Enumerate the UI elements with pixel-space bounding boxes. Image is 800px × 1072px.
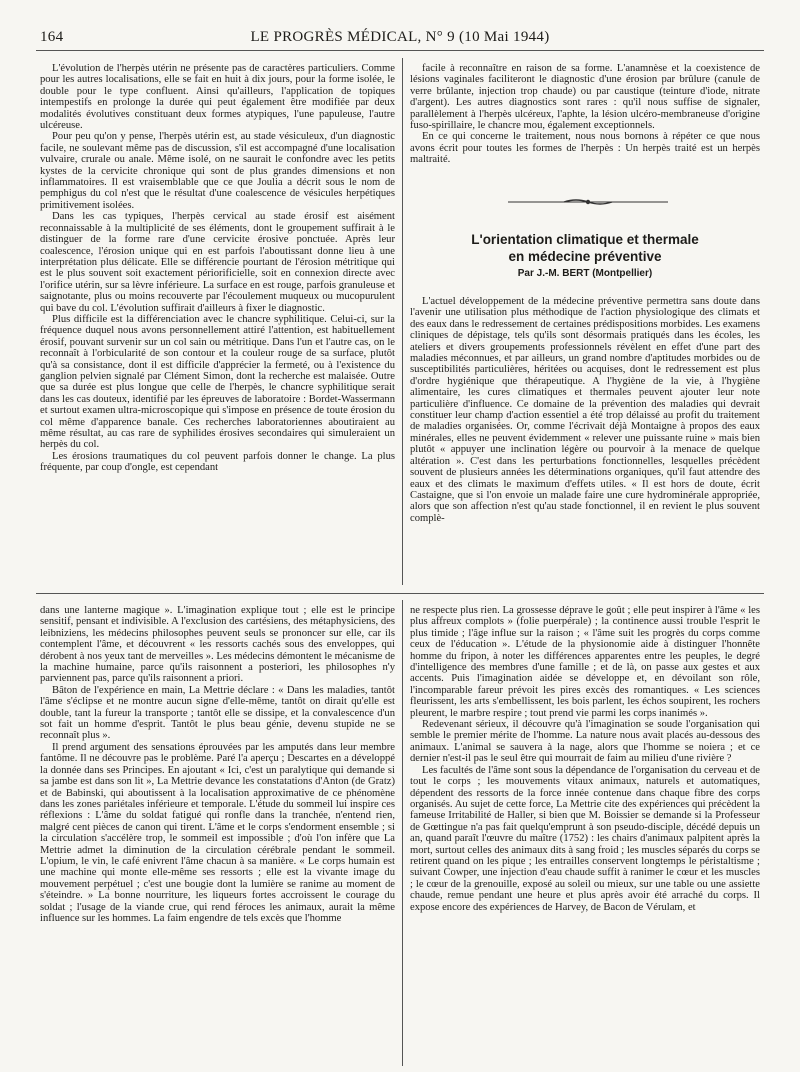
- page-number: 164: [40, 29, 64, 45]
- lower-right-column: [410, 605, 760, 1065]
- paragraph: facile à reconnaître en raison de sa forme. L'anamnèse et la coexistence de lésions vaginales faciliteront le diagnostic d'une érosion par brûlure (canule de verre brûlante, injection trop chaude) ou par caustique (teinture d'iode, nitrate d'argent). Les autres diagnostics sont rares : qu'il nous suffise de signaler, parallèlement à l'herpès ulcéreux, l'aphte, la lésion ulcéro-membraneuse d'origine fuso-spirillaire, le chancre mou, également exceptionnels.: [410, 63, 760, 132]
- paragraph: Pour peu qu'on y pense, l'herpès utérin est, au stade vésiculeux, d'un diagnostic facile, ne soulevant même pas de discussion, s'il est accompagné d'une localisation vulvaire, crurale ou anale. Même isolé, on ne saurait le confondre avec les petits kystes de la cervicite chronique qui sont de plus grandes dimensions et non inflammatoires. Il est vraisemblable que ce que Joulia a décrit sous le nom de pemphigus du col n'est que le résultat d'une coalescence de vésicules herpétiques primitivement isolées.: [40, 131, 395, 211]
- paragraph: Redevenant sérieux, il découvre qu'à l'imagination se soude l'organisation qui semble le premier mérite de l'homme. La nature nous avait placés au-dessous des animaux. L'animal se sauvera à la nage, alors que l'homme se noiera ; et ce dernier n'est-il pas le seul être qui mourrait de faim au milieu d'une rivière ?: [410, 719, 760, 765]
- section-ornament: [508, 197, 668, 207]
- column-divider: [402, 58, 403, 585]
- paragraph: L'évolution de l'herpès utérin ne présente pas de caractères particuliers. Comme pour les autres localisations, elle se fait en huit à dix jours, pour la forme isolée, le double pour le type confluent. Ainsi qu'ailleurs, l'application de topiques intempestifs en prolonge la durée qui peut également être modifiée par deux modalités évolutives constituant deux formes atypiques, l'une papuleuse, l'autre ulcéreuse.: [40, 63, 395, 132]
- column-divider: [402, 600, 403, 1066]
- paragraph: L'actuel développement de la médecine préventive permettra sans doute dans l'avenir une utilisation plus méthodique de l'action physiologique des climats et des eaux dans le redressement de certaines prédispositions morbides. Les examens cliniques de dépistage, tels qu'ils sont désormais pratiqués dans les écoles, les ateliers et divers groupements professionnels révèlent en effet d'une part des maladies méconnues, et par ailleurs, un grand nombre d'aptitudes morbides ou de susceptibilités particulières, héritées ou acquises, dont le redressement est plus d'ordre hygiénique que thérapeutique. A l'hygiène de la vie, à l'hygiène alimentaire, les cures climatiques et thermales peuvent ajouter leur note particulière d'influence. Ce domaine de la prévention des maladies qui devrait constituer leur champ d'action essentiel a été trop délaissé au profit du traitement de maladies organisées. Or, comme l'écrivait déjà Montaigne à propos des eaux minérales, elles ne peuvent évidemment « relever une puissante ruine » mais bien plutôt « appuyer une inclination légère ou pourvoir à la menace de quelque altération ». C'est dans les perturbations fonctionnelles, lesquelles précèdent souvent de plusieurs années les déterminations organiques, qu'il faut attendre des eaux et des climats le maximum d'effets utiles. « Il est hors de doute, écrit Castaigne, que si l'on envoie un malade faire une cure hydrominérale appropriée, alors que son affection n'est qu'au stade fonctionnel, il en revient le plus souvent complè-: [410, 296, 760, 524]
- lower-left-column: [40, 605, 395, 1065]
- running-title: LE PROGRÈS MÉDICAL, N° 9 (10 Mai 1944): [250, 29, 550, 45]
- paragraph: dans une lanterne magique ». L'imagination explique tout ; elle est le principe sensitif, pensant et indivisible. A l'exclusion des cartésiens, des métaphysiciens, des leibniziens, les médecins philosophes peuvent seuls se prononcer sur elle, car ils contemplent l'âme, et découvrent « les ressorts cachés sous des enveloppes, qui dérobent à nos yeux tant de merveilles ». Les médecins démontent le mécanisme de la machine humaine, parce qu'ils raisonnent a posteriori, les philosophes n'y parviennent pas, parce qu'ils raisonnent a priori.: [40, 605, 395, 685]
- paragraph: Dans les cas typiques, l'herpès cervical au stade érosif est aisément reconnaissable à la multiplicité de ses éléments, dont le groupement suffirait à le distinguer de la forme rare d'une cervicite érosive ponctuée. Après leur coalescence, l'érosion unique qui en est parfois l'aboutissant donne lieu à une interprétation plus délicate. Elle se différencie pourtant de l'érosion métritique qui est le plus souvent soit exactement périorificielle, soit en connexion directe avec l'orifice utérin, sur sa lèvre inférieure. La surface en est rouge, parfois granuleuse et saignotante, plus ou moins recouverte par l'écoulement muqueux ou mucopurulent qui bave du col. L'évolution suffirait d'ailleurs à fixer le diagnostic.: [40, 211, 395, 314]
- paragraph: Plus difficile est la différenciation avec le chancre syphilitique. Celui-ci, sur la fréquence duquel nous avons personnellement attiré l'attention, est habituellement érosif, pouvant survenir sur un col sain ou métritique. Dans l'un et l'autre cas, on le reconnaît à l'orbicularité de son contour et la couleur rouge de sa surface, plutôt qu'à sa consistance, dont il est difficile d'apprécier la fermeté, ou à l'existence du ganglion pelvien signalé par Clément Simon, dont la recherche est malaisée. Outre que sa durée est plus longue que celle de l'herpès, le chancre syphilitique serait dans les cas douteux, identifié par les épreuves de laboratoire : Bordet-Wassermann et surtout examen ultra-microscopique qui s'impose en présence de toute érosion du col même d'apparence banale. Ces recherches laboratoriennes aboutiraient au même résultat, au cas rare de syphilides érosives secondaires qui simuleraient un herpès du col.: [40, 313, 395, 451]
- paragraph: Les érosions traumatiques du col peuvent parfois donner le change. La plus fréquente, par coup d'ongle, est cependant: [40, 450, 395, 474]
- upper-left-column: [40, 63, 395, 586]
- article-title-line: L'orientation climatique et thermale: [471, 232, 699, 247]
- paragraph: Il prend argument des sensations éprouvées par les amputés dans leur membre fantôme. Il ne découvre pas le problème. Paré l'a aperçu ; Descartes en a développé la donnée dans ses Principes. En ajoutant « Ici, c'est un paralytique qui demande si sa jambe est dans son lit », La Mettrie devance les constatations d'Anton (de Gratz) et de Babinski, qui aboutissent à la localisation approximative de ce phénomène dans les zones pariétales inférieure et temporale. L'étude du sommeil lui inspire ces réflexions : L'âme du soldat fatigué qui ronfle dans la tranchée, n'entend rien, malgré cent pièces de canon qui tirent. L'âme et le corps s'endorment ensemble ; si la circulation s'accélère trop, le sommeil est impossible ; d'où l'on infère que La Mettrie admet la diminution de la circulation cérébrale pendant le sommeil. L'opium, le vin, le café enivrent l'âme chacun à sa manière. « Le corps humain est une machine qui monte elle-même ses ressorts ; elle est la vivante image du mouvement perpétuel ; c'est une bougie dont la lumière se ranime au moment de s'éteindre. » La bonne nourriture, les liqueurs fortes accroissent le courage du soldat ; l'usage de la viande crue, qui rend féroces les animaux, aurait la même influence sur les hommes. La faim engendre de tels excès que l'homme: [40, 741, 395, 924]
- running-header: [40, 29, 760, 45]
- header-rule: [36, 50, 764, 51]
- article-column: [410, 296, 760, 586]
- section-rule: [36, 593, 764, 594]
- article-title-line: en médecine préventive: [508, 249, 662, 264]
- paragraph: Bâton de l'expérience en main, La Mettrie déclare : « Dans les maladies, tantôt l'âme s'éclipse et ne montre aucun signe d'elle-même, tantôt on dirait qu'elle est double, tant la fureur la transporte ; tantôt elle se dissipe, et la convalescence d'un sot fait un homme d'esprit. Tantôt le plus beau génie, devenu stupide ne se reconnaît plus ».: [40, 684, 395, 742]
- paragraph: En ce qui concerne le traitement, nous nous bornons à répéter ce que nous avons écrit pour toutes les formes de l'herpès : Un herpès traité est un herpès maltraité.: [410, 131, 760, 166]
- paragraph: ne respecte plus rien. La grossesse déprave le goût ; elle peut inspirer à l'âme « les plus affreux complots » (folie puerpérale) ; la continence aussi trouble l'esprit le plus timide ; l'âge influe sur la raison ; « l'âme suit les progrès du corps comme ceux de l'éducation ». L'étude de la physionomie aide à distinguer l'honnête homme du fripon, à noter les différences apparentes entre les peuples, le degré d'intelligence des membres d'une famille ; et de là, on passe aux gestes et aux accents. Puis l'imagination aidée se développe et, en dévoilant son rôle, l'incomparable fareur prévoit les pires excès des romantiques. « Les sciences fleurissent, les arts s'embellissent, les bois parlent, les échos soupirent, les rochers pleurent, le marbre respire ; tout prend vie parmi les corps inanimés ».: [410, 605, 760, 719]
- article-title: [410, 231, 760, 265]
- article-byline: Par J.-M. BERT (Montpellier): [517, 268, 653, 279]
- paragraph: Les facultés de l'âme sont sous la dépendance de l'organisation du cerveau et de tout le corps ; les mouvements vitaux animaux, naturels et automatiques, dépendent des ressorts de la force innée contenue dans chaque fibre des corps organisés. Au sujet de cette force, La Mettrie cite des expériences qui précèdent la fameuse Irritabilité de Haller, si bien que M. Boissier se demande si la Professeur de Gœttingue n'a pas fait quelqu'emprunt à son pseudo-disciple, décédé depuis un an, quand paraît l'œuvre du maître (1752) : les chairs d'animaux palpitent après la mort, surtout celles des animaux dits à sang froid ; les muscles séparés du corps se retirent quand on les pique ; les entrailles conservent longtemps le péristaltisme ; suivant Cowper, une injection d'eau chaude suffit à ranimer le cœur et les muscles ; le cœur de la grenouille, exposé au soleil ou mieux, sur une table ou une assiette chaude, remue pendant une heure et plus après avoir été arraché du corps. Il expose encore des expériences de Harvey, de Bacon de Vérulam, et: [410, 764, 760, 913]
